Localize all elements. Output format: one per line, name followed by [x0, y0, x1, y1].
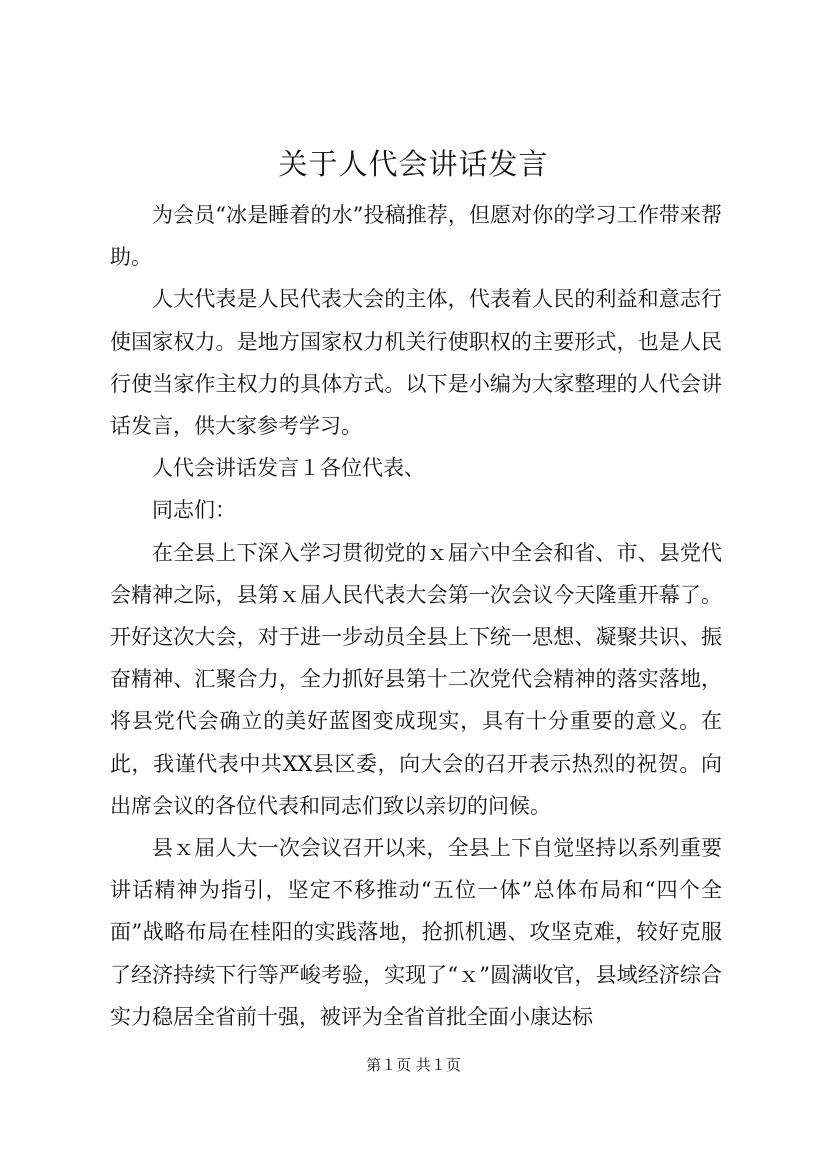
paragraph-opening: 在全县上下深入学习贯彻党的ｘ届六中全会和省、市、县党代会精神之际，县第ｘ届人民代表大会第一次会议今天隆重开幕了。开好这次大会，对于进一步动员全县上下统一思想、凝聚共识、振奋精神、汇聚合力，全力抓好县第十二次党代会精神的落实落地，将县党代会确立的美好蓝图变成现实，具有十分重要的意义。在此，我谨代表中共XX县区委，向大会的召开表示热烈的祝贺。向出席会议的各位代表和同志们致以亲切的问候。	[110, 540, 722, 818]
paragraph-achievements: 县ｘ届人大一次会议召开以来，全县上下自觉坚持以系列重要讲话精神为指引，坚定不移推动“五位一体”总体布局和“四个全面”战略布局在桂阳的实践落地，抢抓机遇、攻坚克难，较好克服了经济持续下行等严峻考验，实现了“ｘ”圆满收官，县域经济综合实力稳居全省前十强，被评为全省首批全面小康达标	[110, 836, 722, 1029]
paragraph-speech-heading: 人代会讲话发言１各位代表、	[152, 456, 425, 481]
paragraph-salutation: 同志们：	[152, 498, 236, 523]
paragraph-intro: 为会员“冰是睡着的水”投稿推荐，但愿对你的学习工作带来帮助。	[110, 203, 722, 270]
page-footer	[0, 1053, 827, 1077]
document-title: 关于人代会讲话发言	[278, 147, 549, 181]
page-number: 第１页 共１页	[366, 1056, 461, 1074]
paragraph-summary: 人大代表是人民代表大会的主体，代表着人民的利益和意志行使国家权力。是地方国家权力机关行使职权的主要形式，也是人民行使当家作主权力的具体方式。以下是小编为大家整理的人代会讲话发言，供大家参考学习。	[110, 287, 722, 439]
document-body	[110, 194, 722, 1038]
